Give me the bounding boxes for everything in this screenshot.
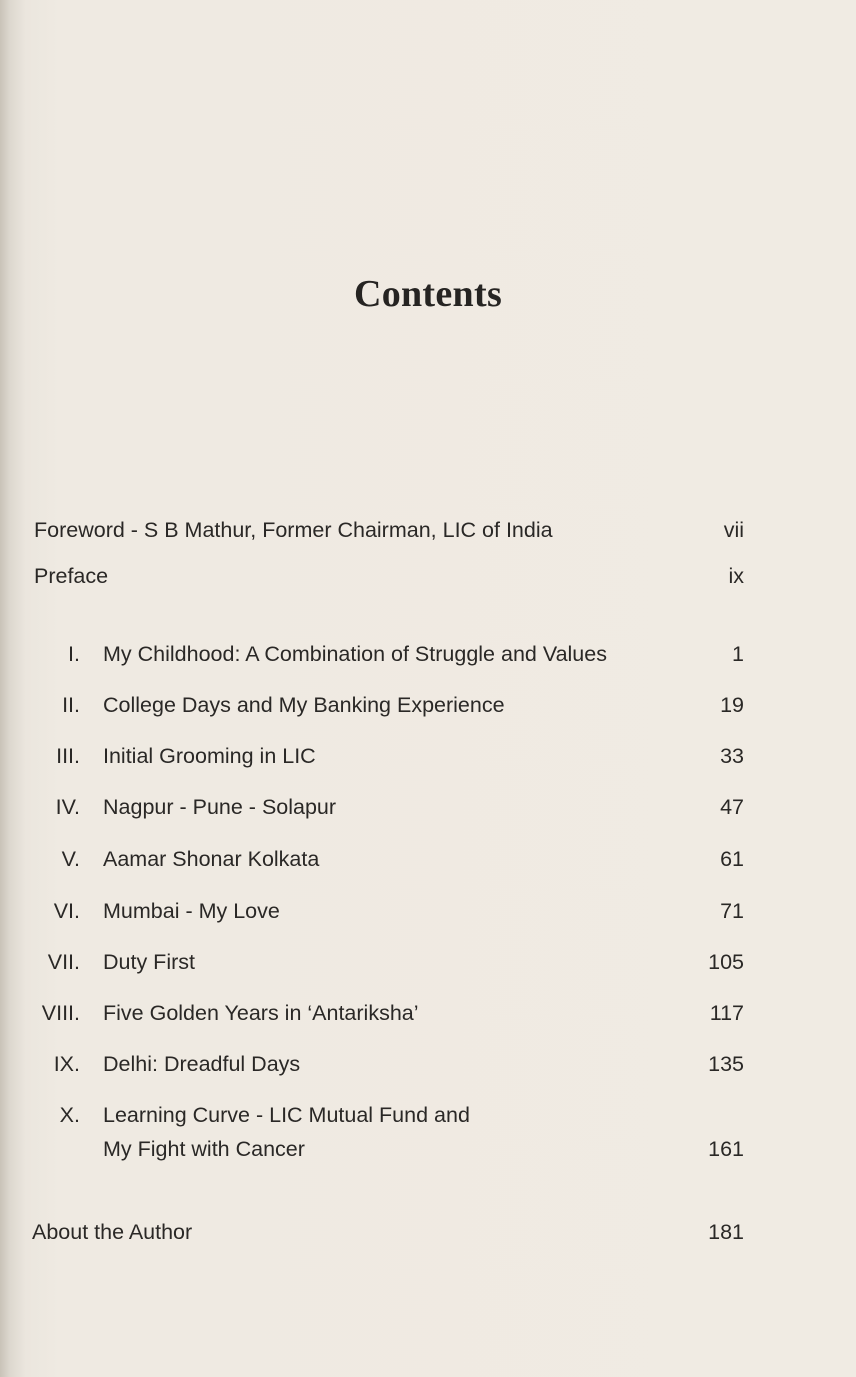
toc-entry-label: Preface: [34, 564, 109, 588]
chapter-page: 135: [708, 1052, 744, 1076]
chapter-page: 61: [720, 847, 744, 871]
chapter-number: I.: [68, 642, 80, 666]
toc-entry-label: Foreword - S B Mathur, Former Chairman, LIC of India: [34, 518, 553, 542]
chapter-title-continued: My Fight with Cancer: [103, 1137, 305, 1161]
chapter-number: IV.: [55, 795, 80, 819]
toc-chapter-10: [0, 1098, 856, 1166]
toc-chapter-3: [0, 739, 856, 773]
toc-entry-page: vii: [723, 518, 744, 542]
chapter-number: III.: [56, 744, 80, 768]
chapter-number: VII.: [47, 950, 80, 974]
chapter-page: 161: [708, 1137, 744, 1161]
chapter-title: My Childhood: A Combination of Struggle and Values: [103, 642, 607, 666]
chapter-title: Mumbai - My Love: [103, 899, 280, 923]
chapter-number: IX.: [53, 1052, 80, 1076]
chapter-number: VI.: [53, 899, 80, 923]
chapter-page: 117: [709, 1001, 744, 1025]
chapter-title: Learning Curve - LIC Mutual Fund and: [103, 1103, 470, 1127]
toc-entry-page: ix: [728, 564, 744, 588]
chapter-number: II.: [62, 693, 80, 717]
chapter-page: 1: [732, 642, 744, 666]
toc-chapter-4: [0, 790, 856, 824]
chapter-page: 19: [720, 693, 744, 717]
toc-chapter-5: [0, 842, 856, 876]
toc-chapter-7: [0, 945, 856, 979]
toc-entry-label: About the Author: [32, 1220, 193, 1244]
chapter-title: Initial Grooming in LIC: [103, 744, 316, 768]
chapter-title: Five Golden Years in ‘Antariksha’: [103, 1001, 419, 1025]
toc-chapter-2: [0, 688, 856, 722]
toc-entry-foreword: [0, 513, 856, 547]
toc-entry-preface: [0, 559, 856, 593]
toc-chapter-9: [0, 1047, 856, 1081]
chapter-number: X.: [59, 1103, 80, 1127]
toc-chapter-6: [0, 894, 856, 928]
chapter-number: V.: [61, 847, 80, 871]
toc-entry-about-author: [0, 1215, 856, 1249]
chapter-title: Nagpur - Pune - Solapur: [103, 795, 337, 819]
chapter-page: 71: [720, 899, 744, 923]
page-title: Contents: [353, 273, 503, 315]
chapter-title: Delhi: Dreadful Days: [103, 1052, 301, 1076]
toc-entry-page: 181: [708, 1220, 744, 1244]
chapter-page: 33: [720, 744, 744, 768]
chapter-title: Duty First: [103, 950, 195, 974]
chapter-number: VIII.: [41, 1001, 80, 1025]
chapter-page: 47: [720, 795, 744, 819]
chapter-page: 105: [708, 950, 744, 974]
chapter-title: Aamar Shonar Kolkata: [103, 847, 320, 871]
toc-chapter-8: [0, 996, 856, 1030]
chapter-title: College Days and My Banking Experience: [103, 693, 505, 717]
toc-chapter-1: [0, 637, 856, 671]
